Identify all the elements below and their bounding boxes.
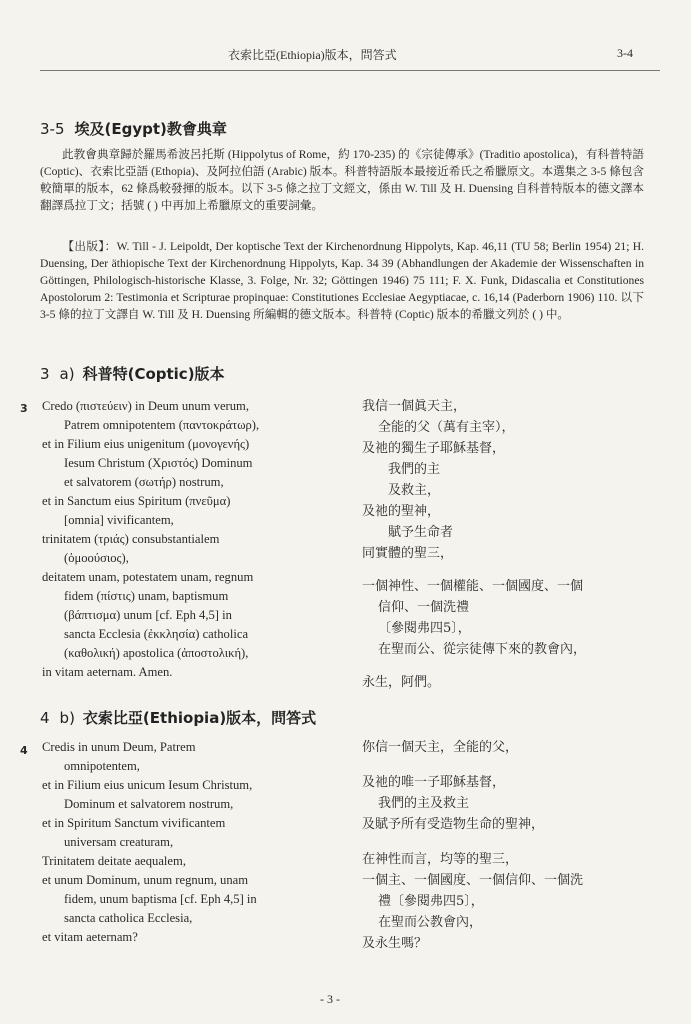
page-number: - 3 -: [320, 992, 340, 1006]
running-header: [0, 46, 691, 66]
subsection-3-heading: 3 a) 科普特(Coptic)版本: [40, 365, 225, 383]
header-page-ref: 3-4: [617, 46, 633, 60]
intro-paragraph: 此教會典章歸於羅馬希波呂托斯 (Hippolytus of Rome，約 170-235) 的《宗徒傳承》(Traditio apostolica)，有科普特語 (Coptic)、衣索比亞語 (Ethopia)、及阿拉伯語 (Arabic) 版本。科普特語版本最接近希氏之希臘原文。本選集之 3-5 條包含較簡單的版本，62 條爲較發揮的版本。以下 3-5 條之拉丁文經文，係由 W. Till 及 H. Duensing 自科普特版本的德文譯本翻譯爲拉丁文；括號 ( ) 中再加上希臘原文的重要詞彙。: [40, 148, 644, 212]
ethiopia-latin-text: Credis in unum Deum, Patrem omnipotentem, et in Filium eius unicum Iesum Christum, Dominum et salvatorem nostrum, et in Spiritum Sanctum vivificantem universam creaturam, Trinitatem deitate aequalem, et unum Dominum, unum regnum, unam fidem, unum baptisma [cf. Eph 4,5] in sancta catholica Ecclesia, et vitam aeternam?: [42, 740, 257, 944]
ethiopia-chinese-text: 你信一個天主，全能的父， 及祂的唯一子耶穌基督， 我們的主及救主 及賦予所有受造物生命的聖神， 在神性而言，均等的聖三， 一個主、一個國度、一個信仰、一個洗 禮〔參閱弗四5〕， 在聖而公教會內， 及永生嗎？: [362, 740, 584, 951]
paragraph-number-4: 4: [20, 744, 28, 757]
sources-paragraph: 【出版】：W. Till - J. Leipoldt, Der koptische Text der Kirchenordnung Hippolyts, Kap. 46,11 (TU 58; Berlin 1954) 21; H. Duensing, Der äthiopische Text der Kirchenordnung Hippolyts, Kap. 34 39 (Abhandlungen der Akademie der Wissenschaften in Göttingen, Philologisch-historische Klasse, 3. Folge, Nr. 32; Göttingen 1946) 75 111; F. X. Funk, Didascalia et Constitutiones Apostolorum 2: Testimonia et Scripturae propinquae: Constitutiones Ecclesiae Aegyptiacae, c. 16,14 (Paderborn 1906) 110. 以下 3-5 條的拉丁文譯自 W. Till 及 H. Duensing 所編輯的德文版本。科普特 (Coptic) 版本的希臘文列於 ( ) 中。: [40, 240, 644, 321]
coptic-latin-text: Credo (πιστεύειν) in Deum unum verum, Patrem omnipotentem (παντοκράτωρ), et in Filium eius unigenitum (μονογενής) Iesum Christum (Χριστός) Dominum et salvatorem (σωτήρ) nostrum, et in Sanctum eius Spiritum (πνεῦμα) [omnia] vivificantem, trinitatem (τριάς) consubstantialem (ὁμοούσιος), deitatem unam, potestatem unam, regnum fidem (πίστις) unam, baptismum (βάπτισμα) unum [cf. Eph 4,5] in sancta Ecclesia (ἐκκλησία) catholica (καθολική) apostolica (ἀποστολική), in vitam aeternam. Amen.: [42, 399, 260, 679]
paragraph-number-3: 3: [20, 402, 28, 415]
section-number: 3-5: [40, 120, 65, 138]
subsection-4-heading: 4 b) 衣索比亞(Ethiopia)版本，問答式: [40, 709, 317, 727]
header-title: 衣索比亞(Ethiopia)版本，問答式: [228, 48, 397, 62]
section-heading: [40, 118, 227, 139]
section-title: 埃及(Egypt)教會典章: [74, 120, 227, 138]
header-rule: [40, 70, 660, 71]
coptic-chinese-text: 我信一個眞天主， 全能的父（萬有主宰）， 及祂的獨生子耶穌基督， 我們的主 及救主， 及祂的聖神， 賦予生命者 同實體的聖三， 一個神性、一個權能、一個國度、一個 信仰、一個洗禮 〔參閱弗四5〕， 在聖而公、從宗徒傳下來的教會內， 永生，阿們。: [362, 399, 587, 690]
